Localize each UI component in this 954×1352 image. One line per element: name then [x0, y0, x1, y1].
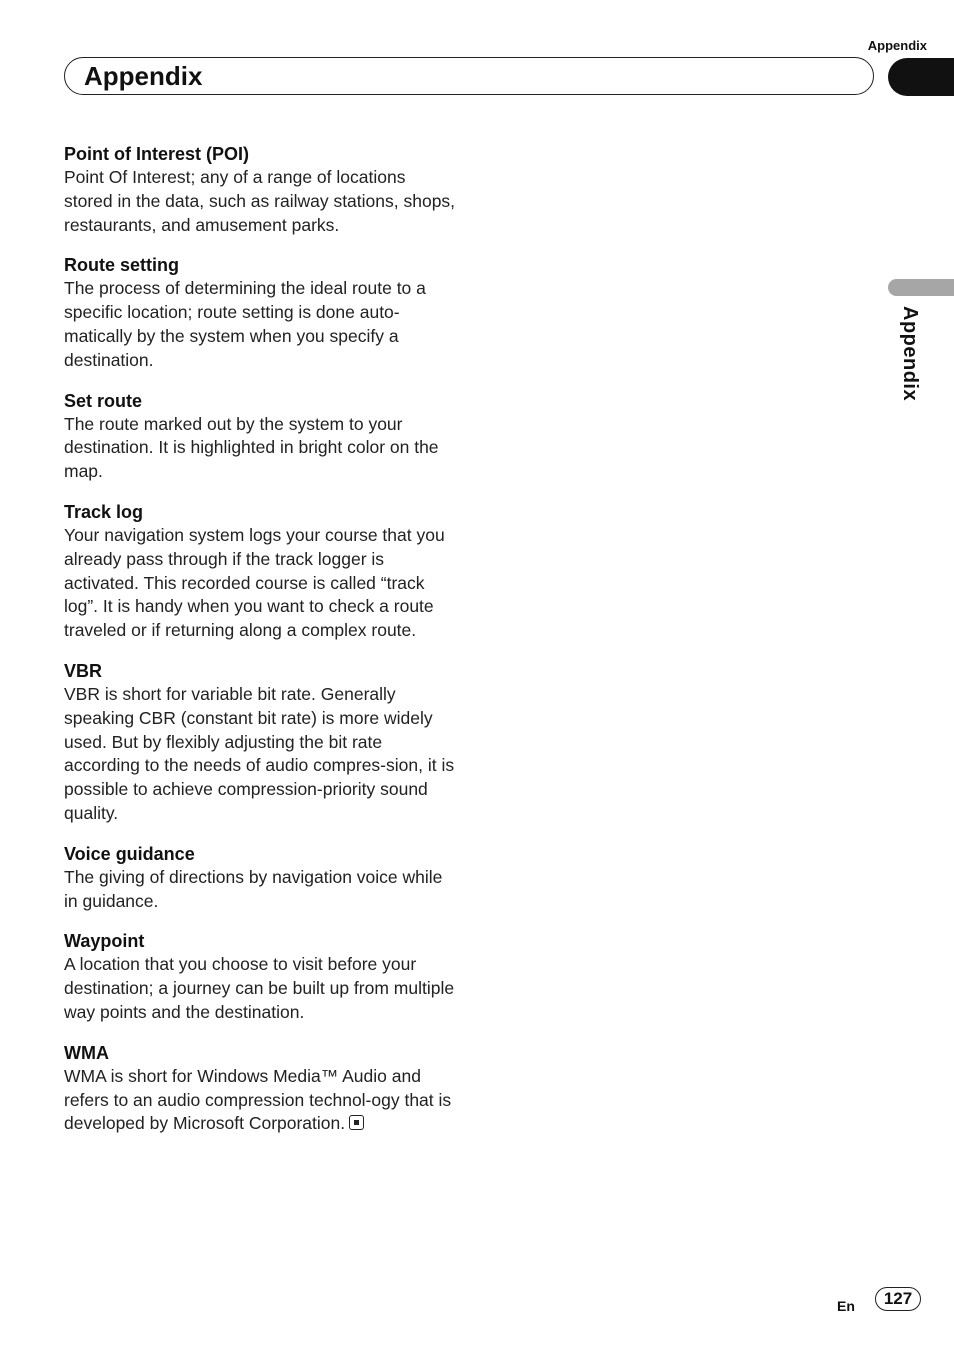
- glossary-entry-track-log: [64, 500, 456, 643]
- glossary-term: Voice guidance: [64, 843, 195, 864]
- end-of-section-icon: [349, 1115, 364, 1130]
- glossary-entry-voice-guidance: [64, 842, 456, 914]
- glossary-entry-set-route: [64, 389, 456, 484]
- glossary-definition: A location that you choose to visit before your destination; a journey can be built up from multiple way points and the destination.: [64, 954, 455, 1022]
- glossary-definition-text: WMA is short for Windows Media™ Audio and refers to an audio compression technol-ogy that is developed by Microsoft Corporation.: [64, 1065, 452, 1134]
- glossary-entry-route-setting: [64, 253, 456, 372]
- glossary-definition: Point Of Interest; any of a range of locations stored in the data, such as railway stations, shops, restaurants, and amusement parks.: [64, 167, 456, 235]
- glossary-term: WMA: [64, 1042, 109, 1063]
- running-header: Appendix: [867, 38, 927, 53]
- glossary-definition: [64, 1065, 456, 1136]
- language-code: En: [837, 1298, 855, 1314]
- glossary-entry-poi: [64, 142, 456, 237]
- glossary-definition: The process of determining the ideal route to a specific location; route setting is done auto-matically by the system when you specify a destination.: [64, 278, 426, 370]
- page-title: Appendix: [84, 61, 203, 91]
- glossary-list: [64, 142, 456, 1152]
- glossary-term: Track log: [64, 501, 144, 522]
- side-index-tab: [888, 279, 954, 296]
- glossary-definition: The route marked out by the system to your destination. It is highlighted in bright color on the map.: [64, 413, 439, 482]
- page-number: 127: [875, 1287, 921, 1311]
- glossary-definition: The giving of directions by navigation voice while in guidance.: [64, 866, 443, 911]
- section-title-bar: [64, 57, 874, 95]
- glossary-term: Route setting: [64, 255, 179, 276]
- glossary-term: VBR: [64, 660, 103, 681]
- side-index-label: Appendix: [899, 306, 921, 402]
- glossary-definition: VBR is short for variable bit rate. Generally speaking CBR (constant bit rate) is more widely used. But by flexibly adjusting the bit rate according to the needs of audio compres-sion, it is possible to achieve compression-priority sound quality.: [64, 683, 455, 823]
- glossary-term: Waypoint: [64, 931, 145, 952]
- glossary-entry-wma: [64, 1041, 456, 1136]
- glossary-term: Point of Interest (POI): [64, 144, 250, 164]
- glossary-definition: Your navigation system logs your course that you already pass through if the track logger is activated. This recorded course is called “track log”. It is handy when you want to check a route traveled or if returning along a complex route.: [64, 524, 445, 641]
- glossary-entry-vbr: [64, 659, 456, 826]
- glossary-term: Set route: [64, 390, 143, 411]
- glossary-entry-waypoint: [64, 929, 456, 1024]
- section-tab-marker: [888, 58, 954, 96]
